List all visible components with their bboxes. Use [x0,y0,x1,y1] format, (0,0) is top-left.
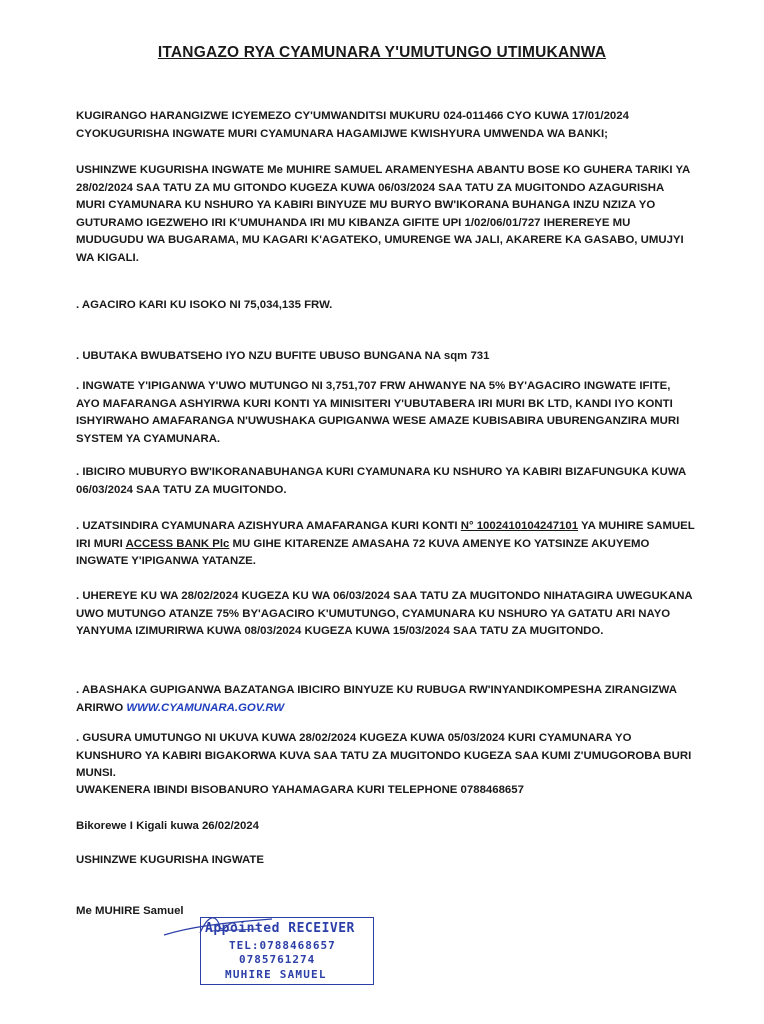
paragraph-land-area: . UBUTAKA BWUBATSEHO IYO NZU BUFITE UBUSO BUNGANA NA sqm 731 [76,350,490,362]
payment-text-2: YA MUHIRE SAMUEL IRI MURI [76,520,695,550]
signer-role: USHINZWE KUGURISHA INGWATE [76,854,264,866]
paragraph-announcement: USHINZWE KUGURISHA INGWATE Me MUHIRE SAMUEL ARAMENYESHA ABANTU BOSE KO GUHERA TARIKI YA 28/02/2024 SAA TATU ZA MU GITONDO KUGEZA KUWA 06/03/2024 SAA TATU ZA MUGITONDO AZAGURISHA MURI CYAMUNARA KU NSHURO YA KABIRI BINYUZE MU BURYO BW'IKORANA BUHANGA INZU NZIZA YO GUTURAMO IGEZWEHO IRI K'UMUHANDA IRI MU KIBANZA GIFITE UPI 1/02/06/01/727 IHEREREYE MU MUDUGUDU WA BUGARAMA, MU KAGARI K'AGATEKO, UMURENGE WA JALI, AKARERE KA GASABO, UMUJYI WA KIGALI. [76,164,690,264]
date-place: Bikorewe I Kigali kuwa 26/02/2024 [76,820,259,832]
paragraph-bidding-opens: . IBICIRO MUBURYO BW'IKORANABUHANGA KURI CYAMUNARA KU NSHURO YA KABIRI BIZAFUNGUKA KUWA 06/03/2024 SAA TATU ZA MUGITONDO. [76,466,686,496]
paragraph-phone: UWAKENERA IBINDI BISOBANURO YAHAMAGARA KURI TELEPHONE 0788468657 [76,784,524,796]
website-text: . ABASHAKA GUPIGANWA BAZATANGA IBICIRO BINYUZE KU RUBUGA RW'INYANDIKOMPESHA ZIRANGIZWA ARIRWO [76,684,677,714]
signer-name: Me MUHIRE Samuel [76,905,184,917]
paragraph-visit: . GUSURA UMUTUNGO NI UKUVA KUWA 28/02/2024 KUGEZA KUWA 05/03/2024 KURI CYAMUNARA YO KUNSHURO YA KABIRI BIGAKORWA KUVA SAA TATU ZA MUGITONDO KUGEZA SAA KUMI Z'UMUGOROBA BURI MUNSI. [76,732,692,780]
bank-name: ACCESS BANK Plc [125,537,230,550]
stamp-line-1: Appointed RECEIVER [205,921,355,936]
paragraph-payment [76,518,696,571]
signature-scribble [160,905,280,941]
payment-text-3: MU GIHE KITARENZE AMASAHA 72 KUVA AMENYE KO YATSINZE AKUYEMO INGWATE Y'IPIGANWA YATANZE. [76,537,650,568]
paragraph-bid-deposit: . INGWATE Y'IPIGANWA Y'UWO MUTUNGO NI 3,751,707 FRW AHWANYE NA 5% BY'AGACIRO INGWATE IFITE, AYO MAFARANGA ASHYIRWA KURI KONTI YA MINISITERI Y'UBUTABERA IRI MURI BK LTD, KANDI IYO KONTI ISHYIRWAHO AMAFARANGA N'UWUSHAKA GUPIGANWA WESE AMAZE KUBISABIRA UBURENGANZIRA MURI SYSTEM YA CYAMUNARA. [76,380,680,445]
paragraph-third-auction: . UHEREYE KU WA 28/02/2024 KUGEZA KU WA 06/03/2024 SAA TATU ZA MUGITONDO NIHATAGIRA UWEGUKANA UWO MUTUNGO ATANZE 75% BY'AGACIRO K'UMUTUNGO, CYAMUNARA KU NSHURO YA GATATU ARI NAYO YANYUMA IZIMURIRWA KUWA 08/03/2024 KUGEZA KUWA 15/03/2024 SAA TATU ZA MUGITONDO. [76,590,693,638]
paragraph-bidding-website [76,682,696,717]
payment-text-1: . UZATSINDIRA CYAMUNARA AZISHYURA AMAFARANGA KURI KONTI [76,520,461,532]
paragraph-decision: KUGIRANGO HARANGIZWE ICYEMEZO CY'UMWANDITSI MUKURU 024-011466 CYO KUWA 17/01/2024 CYOKUGURISHA INGWATE MURI CYAMUNARA HAGAMIJWE KWISHYURA UMWENDA WA BANKI; [76,110,629,140]
website-link[interactable]: WWW.CYAMUNARA.GOV.RW [126,701,285,714]
stamp-line-3: 0785761274 [239,953,316,966]
stamp-line-4: MUHIRE SAMUEL [225,968,327,981]
account-number: N° 1002410104247101 [460,520,579,532]
stamp-line-2: TEL:0788468657 [229,939,336,952]
document-title: ITANGAZO RYA CYAMUNARA Y'UMUTUNGO UTIMUKANWA [157,44,607,61]
paragraph-market-value: . AGACIRO KARI KU ISOKO NI 75,034,135 FRW. [76,299,333,311]
